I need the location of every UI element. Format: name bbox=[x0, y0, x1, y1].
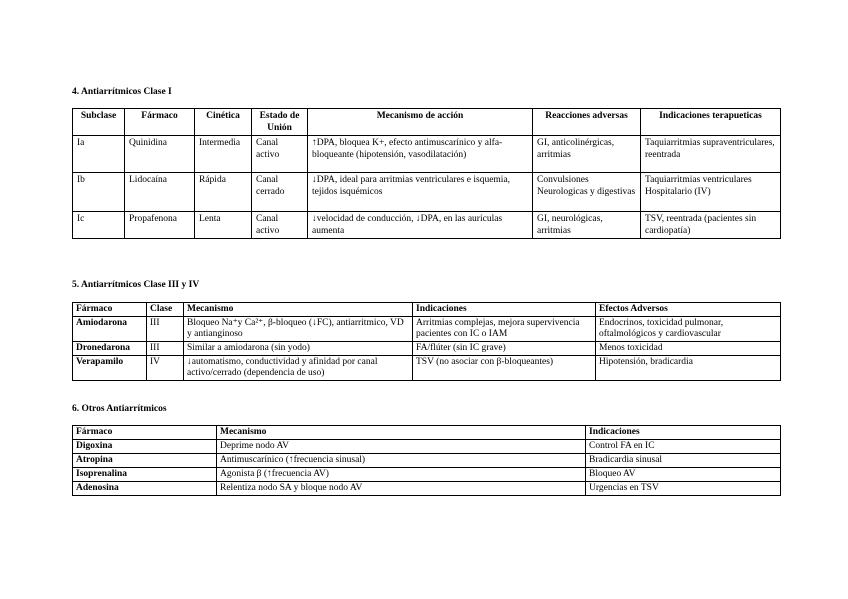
class-iii-iv-table bbox=[72, 302, 781, 381]
table-cell: Rápida bbox=[195, 173, 252, 212]
table-cell: Dronedarona bbox=[73, 342, 147, 356]
header-cell: Mecanismo bbox=[184, 303, 413, 317]
header-cell: Subclase bbox=[73, 109, 125, 136]
table-cell: ↓automatismo, conductividad y afinidad por canal activo/cerrado (dependencia de uso) bbox=[184, 356, 413, 381]
table-cell: Bloqueo AV bbox=[586, 468, 781, 482]
table-cell: Adenosina bbox=[73, 482, 217, 496]
table-cell: Bloqueo Na⁺y Ca²⁺, β-bloqueo (↓FC), antiarritmico, VD y antianginoso bbox=[184, 317, 413, 342]
table-cell: GI, neurológicas, arritmias bbox=[533, 212, 641, 239]
table-row bbox=[73, 440, 781, 454]
table-cell: Relentiza nodo SA y bloque nodo AV bbox=[217, 482, 586, 496]
table-row bbox=[73, 342, 781, 356]
class-i-table bbox=[72, 108, 781, 239]
table-cell: Taquiarritmias supraventriculares, reentrada bbox=[641, 136, 781, 173]
table-cell: Propafenona bbox=[125, 212, 195, 239]
table-cell: Arritmias complejas, mejora supervivencia pacientes con IC o IAM bbox=[413, 317, 596, 342]
table-cell: Control FA en IC bbox=[586, 440, 781, 454]
table-row bbox=[73, 356, 781, 381]
header-cell: Efectos Adversos bbox=[596, 303, 781, 317]
table-cell: Agonista β (↑frecuencia AV) bbox=[217, 468, 586, 482]
header-cell: Clase bbox=[147, 303, 184, 317]
table-cell: Ib bbox=[73, 173, 125, 212]
table-cell: Lenta bbox=[195, 212, 252, 239]
table-cell: Atropina bbox=[73, 454, 217, 468]
table-cell: Ic bbox=[73, 212, 125, 239]
table-cell: TSV (no asociar con β-bloqueantes) bbox=[413, 356, 596, 381]
table-cell: ↓DPA, ideal para arritmias ventriculares e isquemia, tejidos isquémicos bbox=[308, 173, 533, 212]
header-cell: Cinética bbox=[195, 109, 252, 136]
other-antiarrhythmics-table bbox=[72, 425, 781, 496]
table-row bbox=[73, 173, 781, 212]
section-6-title: 6. Otros Antiarrítmicos bbox=[72, 404, 167, 414]
table-cell: ↑DPA, bloquea K+, efecto antimuscarínico y alfa-bloqueante (hipotensión, vasodilatación) bbox=[308, 136, 533, 173]
header-cell: Fármaco bbox=[125, 109, 195, 136]
table-cell: Verapamilo bbox=[73, 356, 147, 381]
table-cell: Taquiarritmias ventriculares Hospitalario (IV) bbox=[641, 173, 781, 212]
table-cell: IV bbox=[147, 356, 184, 381]
table-cell: Quinidina bbox=[125, 136, 195, 173]
table-header-row bbox=[73, 303, 781, 317]
table-cell: Deprime nodo AV bbox=[217, 440, 586, 454]
table-cell: Isoprenalina bbox=[73, 468, 217, 482]
section-5-title: 5. Antiarrítmicos Clase III y IV bbox=[72, 280, 200, 290]
table-cell: FA/flúter (sin IC grave) bbox=[413, 342, 596, 356]
table-cell: Canal cerrado bbox=[252, 173, 308, 212]
table-cell: Lidocaína bbox=[125, 173, 195, 212]
table-cell: Digoxina bbox=[73, 440, 217, 454]
table-header-row bbox=[73, 109, 781, 136]
table-cell: Urgencias en TSV bbox=[586, 482, 781, 496]
header-cell: Indicaciones bbox=[413, 303, 596, 317]
table-cell: Canal activo bbox=[252, 136, 308, 173]
table-row bbox=[73, 212, 781, 239]
table-cell: Amiodarona bbox=[73, 317, 147, 342]
table-cell: III bbox=[147, 342, 184, 356]
header-cell: Estado de Unión bbox=[252, 109, 308, 136]
table-cell: Similar a amiodarona (sin yodo) bbox=[184, 342, 413, 356]
table-header-row bbox=[73, 426, 781, 440]
table-cell: Intermedia bbox=[195, 136, 252, 173]
header-cell: Fármaco bbox=[73, 426, 217, 440]
table-cell: GI, anticolinérgicas, arritmias bbox=[533, 136, 641, 173]
table-cell: Canal activo bbox=[252, 212, 308, 239]
table-cell: Ia bbox=[73, 136, 125, 173]
table-row bbox=[73, 317, 781, 342]
table-cell: Antimuscarínico (↑frecuencia sinusal) bbox=[217, 454, 586, 468]
table-cell: ↓velocidad de conducción, ↓DPA, en las aurículas aumenta bbox=[308, 212, 533, 239]
table-cell: Hipotensión, bradicardia bbox=[596, 356, 781, 381]
section-4-title: 4. Antiarrítmicos Clase I bbox=[72, 87, 172, 97]
header-cell: Mecanismo bbox=[217, 426, 586, 440]
table-row bbox=[73, 454, 781, 468]
header-cell: Fármaco bbox=[73, 303, 147, 317]
table-row bbox=[73, 468, 781, 482]
header-cell: Reacciones adversas bbox=[533, 109, 641, 136]
header-cell: Indicaciones bbox=[586, 426, 781, 440]
table-cell: Menos toxicidad bbox=[596, 342, 781, 356]
header-cell: Indicaciones terapueticas bbox=[641, 109, 781, 136]
table-cell: TSV, reentrada (pacientes sin cardiopatía) bbox=[641, 212, 781, 239]
header-cell: Mecanismo de acción bbox=[308, 109, 533, 136]
table-cell: Bradicardia sinusal bbox=[586, 454, 781, 468]
table-cell: Convulsiones Neurologicas y digestivas bbox=[533, 173, 641, 212]
table-cell: III bbox=[147, 317, 184, 342]
table-cell: Endocrinos, toxicidad pulmonar, oftalmológicos y cardiovascular bbox=[596, 317, 781, 342]
table-row bbox=[73, 136, 781, 173]
table-row bbox=[73, 482, 781, 496]
